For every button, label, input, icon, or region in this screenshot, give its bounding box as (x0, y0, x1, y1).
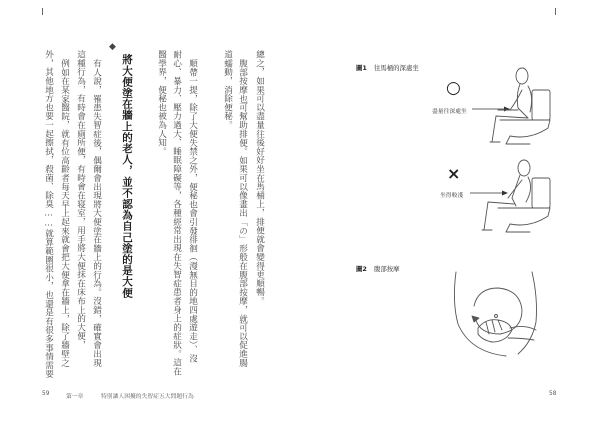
text-column: 這種行為，有時會在廁所便，有時會在寝室，用手將大便抹在床布上的大便， (75, 50, 86, 350)
good-symbol: ○ (446, 78, 461, 98)
good-posture-caption: 盡量往深處坐 (432, 109, 467, 115)
crop-mark (555, 8, 556, 15)
bad-symbol: × (447, 164, 461, 183)
section-heading: 將大便塗在牆上的老人，並不認為自己塗的是大便 (121, 54, 133, 299)
abdominal-massage-illustration (448, 272, 558, 362)
bad-posture-caption: 坐得較淺 (440, 193, 464, 199)
text-column: 例如在某家醫院，就有位高齡者每天早上起來就會把大便拿在牆上，除了牆壁之 (59, 59, 70, 367)
running-title: 特別讓人困擾的失智症五大問題行為 (101, 394, 194, 400)
right-page (300, 0, 600, 428)
figure1-title: 往馬桶的深處坐 (374, 64, 419, 72)
text-column: 腹部按摩也可幫助排便。如果可以像畫出「の」形般在腹部按摩，就可以促進腸 (237, 59, 248, 367)
crop-mark (42, 8, 43, 15)
text-column: 有人說，罹患失智症後，偶爾會出現將大便塗在牆上的行為。沒錯，確實會出現 (91, 59, 102, 367)
figure2-label: 圖2 (356, 265, 367, 273)
page-number: 59 (42, 391, 50, 397)
text-column: 道蠕動，消除便秘。 (222, 50, 233, 130)
page-number: 58 (549, 391, 557, 397)
chapter-label: 第一章 (66, 394, 84, 400)
seated-deep-illustration (470, 64, 560, 144)
text-column: 順帶一提，除了大便失禁之外，便秘也會引發徘徊（漫無目的地四處遊走）、沒 (187, 59, 198, 363)
section-marker-icon: ◆ (109, 42, 116, 52)
text-column: 醫學界，便秘也被為人知。 (156, 50, 167, 156)
text-column: 外，其他地方也要一起擦拭，殺菌、除臭……就算範圍很小，也還是有很多事情需要 (43, 50, 54, 379)
figure1-label: 圖1 (356, 64, 367, 72)
figure2-title: 腹部按摩 (374, 265, 400, 273)
seated-shallow-illustration (468, 150, 558, 230)
text-column: 總之，如果可以盡量往後好好坐在馬桶上，排便就會變得更順暢。 (254, 50, 265, 306)
text-column: 耐心、暴力、壓力過大、睡眠障礙等，各種經常出現在失智症患者身上的症狀。這在 (171, 50, 182, 376)
